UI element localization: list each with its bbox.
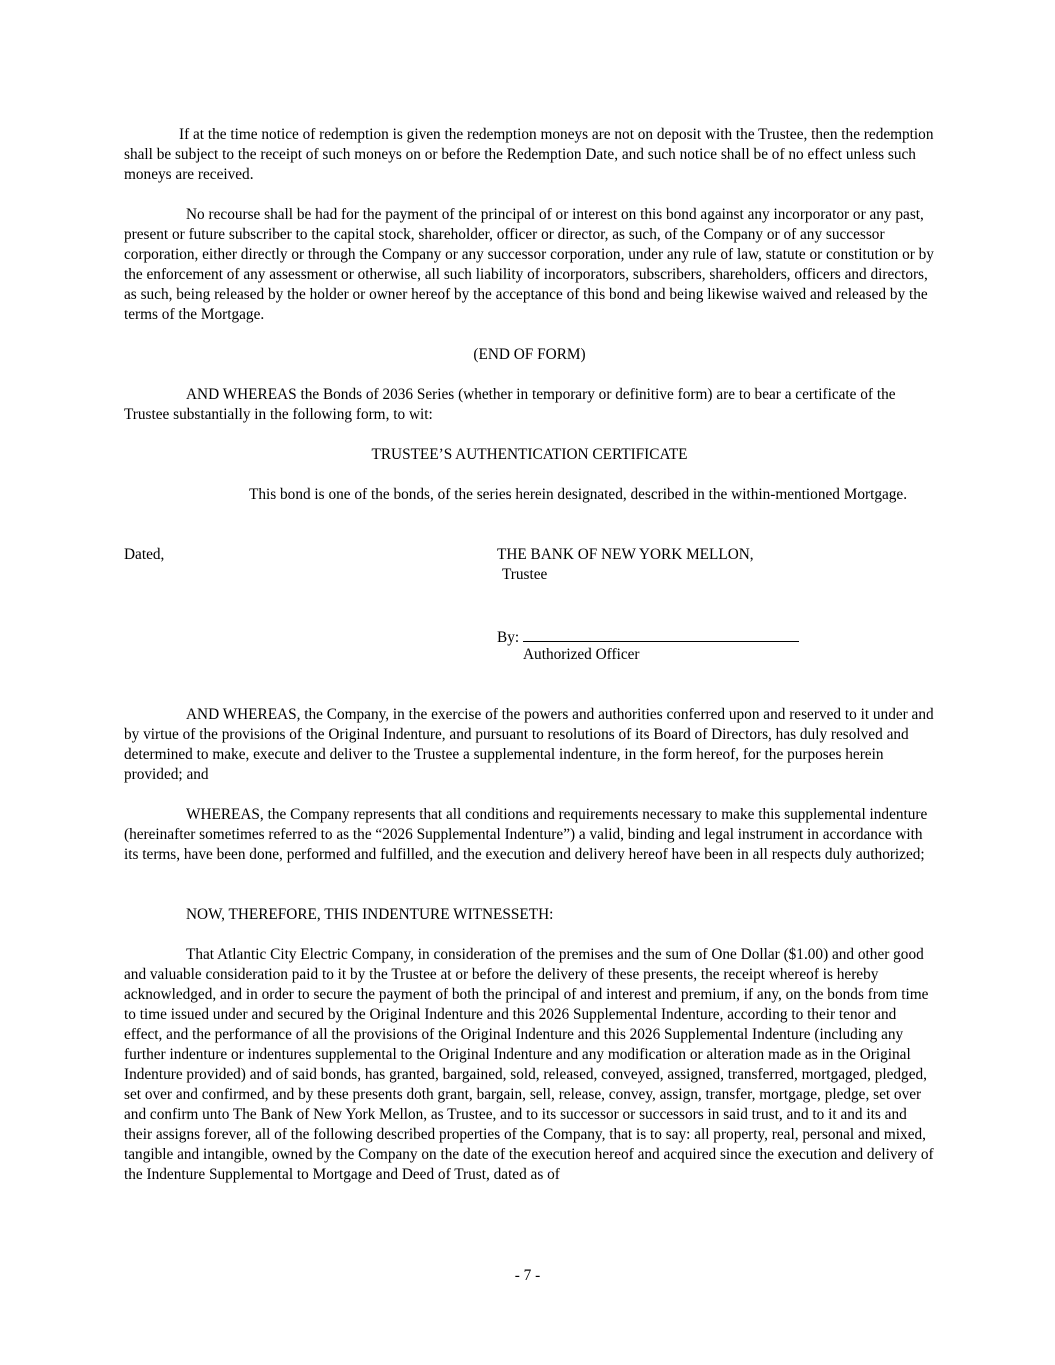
now-therefore-text: NOW, THEREFORE, THIS INDENTURE WITNESSETH: <box>186 906 554 923</box>
granting-clause-paragraph <box>124 945 935 1185</box>
trustee-role: Trustee <box>502 566 548 583</box>
officer-title: Authorized Officer <box>523 646 640 663</box>
by-label: By: <box>497 629 520 646</box>
redemption-notice-text: If at the time notice of redemption is given the redemption moneys are not on deposit with the Trustee, then the redemption shall be subject to the receipt of such moneys on or before the Redemption Date, and such notice shall be of no effect unless such moneys are received. <box>124 126 934 183</box>
whereas-company-paragraph <box>124 705 935 785</box>
no-recourse-text: No recourse shall be had for the payment of the principal of or interest on this bond against any incorporator or any past, present or future subscriber to the capital stock, shareholder, officer or director, as such, of the Company or of any successor corporation, either directly or through the Company or any successor corporation, under any rule of law, statute or constitution or by the enforcement of any assessment or otherwise, all such liability of incorporators, subscribers, shareholders, officers and directors, as such, being released by the holder or owner hereof by the acceptance of this bond and being likewise waived and released by the terms of the Mortgage. <box>124 206 934 323</box>
dated-label: Dated, <box>124 546 165 563</box>
now-therefore-paragraph <box>124 905 935 925</box>
whereas-company-text: AND WHEREAS, the Company, in the exercise of the powers and authorities conferred upon and reserved to it under and by virtue of the provisions of the Original Indenture, and pursuant to resolutions of its Board of Directors, has duly resolved and determined to make, execute and deliver to the Trustee a supplemental indenture, in the form hereof, for the purposes herein provided; and <box>124 706 934 783</box>
whereas-certificate-paragraph <box>124 385 935 425</box>
certificate-body-paragraph <box>124 485 935 505</box>
whereas-conditions-text: WHEREAS, the Company represents that all conditions and requirements necessary to make this supplemental indenture (hereinafter sometimes referred to as the “2026 Supplemental Indenture”) a valid, binding and legal instrument in accordance with its terms, have been done, performed and fulfilled, and the execution and delivery hereof have been in all respects duly authorized; <box>124 806 928 863</box>
whereas-certificate-text: AND WHEREAS the Bonds of 2036 Series (whether in temporary or definitive form) are to bear a certificate of the Trustee substantially in the following form, to wit: <box>124 386 896 423</box>
trustee-name: THE BANK OF NEW YORK MELLON, <box>497 546 754 563</box>
redemption-notice-paragraph <box>124 125 935 185</box>
certificate-body-text: This bond is one of the bonds, of the series herein designated, described in the within-mentioned Mortgage. <box>249 486 908 503</box>
end-of-form-heading: (END OF FORM) <box>473 346 586 363</box>
granting-clause-text: That Atlantic City Electric Company, in consideration of the premises and the sum of One Dollar ($1.00) and other good and valuable consideration paid to it by the Trustee at or before the delivery of these presents, the receipt whereof is hereby acknowledged, and in order to secure the payment of both the principal of and interest and premium, if any, on the bonds from time to time issued under and secured by the Original Indenture and this 2026 Supplemental Indenture, according to their tenor and effect, and the performance of all the provisions of the Original Indenture and this 2026 Supplemental Indenture (including any further indenture or indentures supplemental to the Original Indenture and any modification or alteration made as in the Original Indenture provided) and of said bonds, has granted, bargained, sold, released, conveyed, assigned, transferred, mortgaged, pledged, set over and confirmed, and by these presents doth grant, bargain, sell, release, convey, assign, transfer, mortgage, pledge, set over and confirm unto The Bank of New York Mellon, as Trustee, and to its successor or successors in said trust, and to it and its and their assigns forever, all of the following described properties of the Company, that is to say: all property, real, personal and mixed, tangible and intangible, owned by the Company on the date of the execution hereof and acquired since the execution and delivery of the Indenture Supplemental to Mortgage and Deed of Trust, dated as of <box>124 946 934 1183</box>
signature-line <box>523 625 799 642</box>
certificate-heading: TRUSTEE’S AUTHENTICATION CERTIFICATE <box>371 446 688 463</box>
whereas-conditions-paragraph <box>124 805 935 865</box>
no-recourse-paragraph <box>124 205 935 325</box>
page-number: - 7 - <box>514 1267 541 1284</box>
